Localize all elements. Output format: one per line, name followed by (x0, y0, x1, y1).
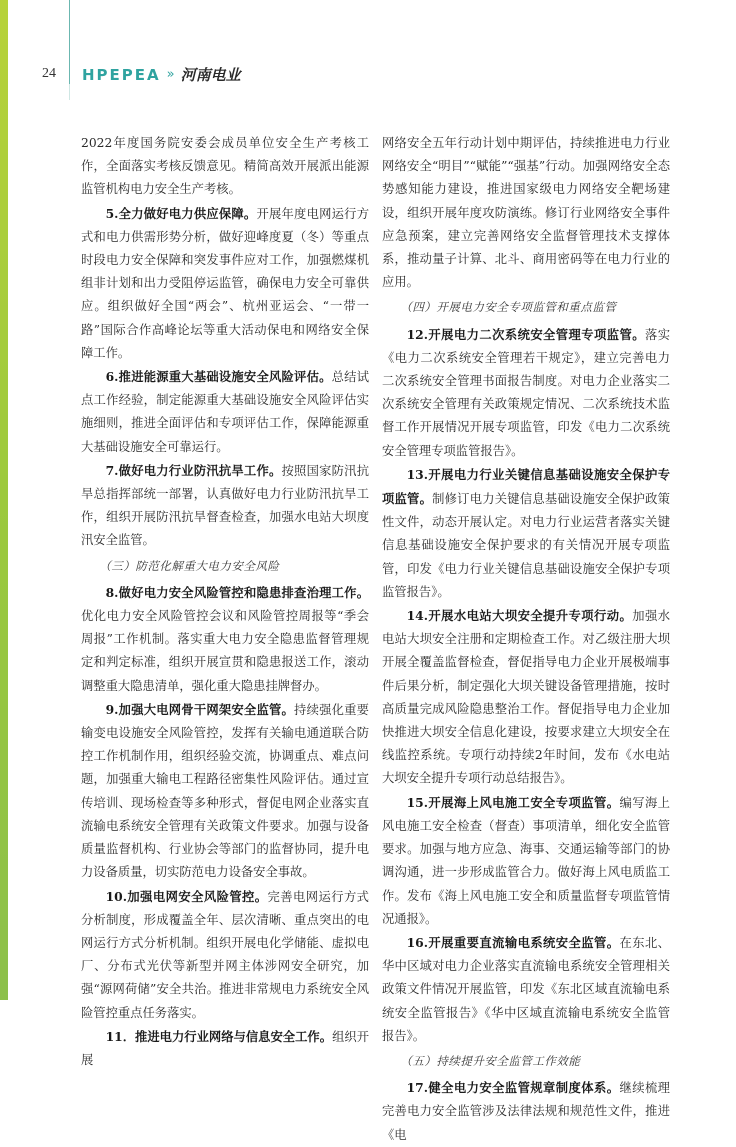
section-heading-4: （四）开展电力安全专项监管和重点监管 (400, 300, 617, 315)
side-color-band (0, 0, 8, 1000)
paragraph-item-15 (382, 791, 670, 931)
item-body: 按照国家防汛抗旱总指挥部统一部署，认真做好电力行业防汛抗旱工作，组织开展防汛抗旱督查检查，加强水电站大坝度汛安全监管。 (81, 463, 369, 548)
item-heading: 11．推进电力行业网络与信息安全工作。 (105, 1028, 333, 1044)
masthead-chinese: 河南电业 (180, 66, 241, 84)
item-heading: 10.加强电网安全风险管控。 (105, 888, 268, 904)
paragraph-item-16 (382, 931, 670, 1048)
paragraph-item-7 (81, 459, 369, 553)
item-heading: 8.做好电力安全风险管控和隐患排查治理工作。 (105, 584, 369, 600)
paragraph-item-17 (382, 1076, 670, 1147)
item-body: 总结试点工作经验，制定能源重大基础设施安全风险评估实施细则，推进全面评估和专项评估工作，保障能源重大基础设施安全可靠运行。 (81, 370, 369, 454)
paragraph-item-11 (81, 1025, 369, 1072)
paragraph: 2022年度国务院安委会成员单位安全生产考核工作，全面落实考核反馈意见。精简高效开展派出能源监管机构电力安全生产考核。 (81, 136, 369, 197)
item-body: 加强水电站大坝安全注册和定期检查工作。对乙级注册大坝开展全覆盖监督检查，督促指导电力企业开展极端事件后果分析，制定强化大坝关键设备管理措施，按时高质量完成风险隐患整治工作。督促指导电力企业加快推进大坝安全信息化建设，按要求建立大坝安全在线监控系统。专项行动持续2年时间，发布《水电站大坝安全提升专项行动总结报告》。 (382, 609, 670, 786)
item-body: 继续梳理完善电力安全监管涉及法律法规和规范性文件，推进《电 (382, 1081, 670, 1142)
item-heading: 6.推进能源重大基础设施安全风险评估。 (105, 369, 332, 385)
item-heading: 9.加强大电网骨干网架安全监管。 (105, 701, 295, 717)
header-divider-line (69, 0, 70, 84)
item-body: 在东北、华中区域对电力企业落实直流输电系统安全管理相关政策文件情况开展监管，印发《东北区域直流输电系统安全监管报告》《华中区域直流输电系统安全监管报告》。 (382, 935, 670, 1043)
item-body: 编写海上风电施工安全检查（督查）事项清单，细化安全监管要求。加强与地方应急、海事、交通运输等部门的协调沟通，进一步形成监管合力。做好海上风电质监工作。发布《海上风电施工安全和质量监督专项监管情况通报》。 (382, 795, 670, 926)
paragraph-item-10 (81, 885, 369, 1025)
item-heading: 13.开展电力行业关键信息基础设施安全保护专项监管。 (382, 466, 670, 507)
paragraph-item-9 (81, 698, 369, 885)
item-heading: 7.做好电力行业防汛抗旱工作。 (105, 462, 282, 478)
item-heading: 14.开展水电站大坝安全提升专项行动。 (406, 608, 633, 624)
paragraph-item-13 (382, 463, 670, 604)
item-heading: 15.开展海上风电施工安全专项监管。 (406, 794, 620, 810)
paragraph-item-6 (81, 365, 369, 459)
left-column (81, 132, 369, 1072)
masthead-arrow-icon: » (166, 67, 175, 82)
section-heading-5: （五）持续提升安全监管工作效能 (400, 1053, 581, 1068)
paragraph-item-8 (81, 581, 369, 698)
item-heading: 5.全力做好电力供应保障。 (105, 205, 257, 221)
paragraph-item-5 (81, 202, 369, 365)
item-heading: 12.开展电力二次系统安全管理专项监管。 (406, 326, 645, 342)
paragraph-item-12 (382, 323, 670, 463)
item-body: 完善电网运行方式分析制度，形成覆盖全年、层次清晰、重点突出的电网运行方式分析机制。组织开展电化学储能、虚拟电厂、分布式光伏等新型并网主体涉网安全研究，加强“源网荷储”安全共治。推进非常规电力系统安全风险管控重点任务落实。 (81, 889, 369, 1020)
item-body: 制修订电力关键信息基础设施安全保护政策性文件，动态开展认定。对电力行业运营者落实关键信息基础设施安全保护要求的有关情况开展专项监管，印发《电力行业关键信息基础设施安全保护专项监管报告》。 (382, 492, 670, 599)
magazine-masthead (82, 64, 241, 85)
item-heading: 16.开展重要直流输电系统安全监管。 (406, 934, 620, 950)
header-divider-line-faint (69, 84, 70, 100)
item-body: 组织开展 (81, 1029, 369, 1067)
paragraph-item-14 (382, 604, 670, 791)
masthead-english: HPEPEA (82, 65, 161, 84)
right-column (382, 132, 670, 1147)
section-heading-3: （三）防范化解重大电力安全风险 (99, 558, 280, 573)
item-body: 开展年度电网运行方式和电力供需形势分析，做好迎峰度夏（冬）等重点时段电力安全保障和突发事件应对工作，加强燃煤机组非计划和出力受阻停运监管，确保电力安全可靠供应。组织做好全国“两会”、杭州亚运会、“一带一路”国际合作高峰论坛等重大活动保电和网络安全保障工作。 (81, 206, 369, 360)
paragraph-continued: 网络安全五年行动计划中期评估，持续推进电力行业网络安全“明目”“赋能”“强基”行动。加强网络安全态势感知能力建设，推进国家级电力网络安全靶场建设，组织开展年度攻防演练。修订行业网络安全事件应急预案，建立完善网络安全监督管理技术支撑体系，推动量子计算、北斗、商用密码等在电力行业的应用。 (382, 136, 670, 290)
item-body: 优化电力安全风险管控会议和风险管控周报等“季会周报”工作机制。落实重大电力安全隐患监督管理规定和判定标准，组织开展宣贯和隐患报送工作，滚动调整重大隐患清单，强化重大隐患挂牌督办。 (81, 609, 369, 693)
item-body: 持续强化重要输变电设施安全风险管控，发挥有关输电通道联合防控工作机制作用，组织经验交流，协调重点、难点问题，加强重大输电工程路径密集性风险评估。通过宣传培训、现场检查等多种形式，督促电网企业落实直流输电系统安全管理有关政策文件要求。加强与设备质量监督机构、行业协会等部门的监督协同，提升电力设备质量，切实防范电力设备安全事故。 (81, 702, 369, 880)
page-number: 24 (42, 66, 56, 81)
item-body: 落实《电力二次系统安全管理若干规定》，建立完善电力二次系统安全管理书面报告制度。对电力企业落实二次系统安全管理有关政策规定情况、二次系统技术监督工作开展情况开展专项监管，印发《电力二次系统安全管理专项监管报告》。 (382, 327, 670, 458)
item-heading: 17.健全电力安全监管规章制度体系。 (406, 1080, 620, 1096)
